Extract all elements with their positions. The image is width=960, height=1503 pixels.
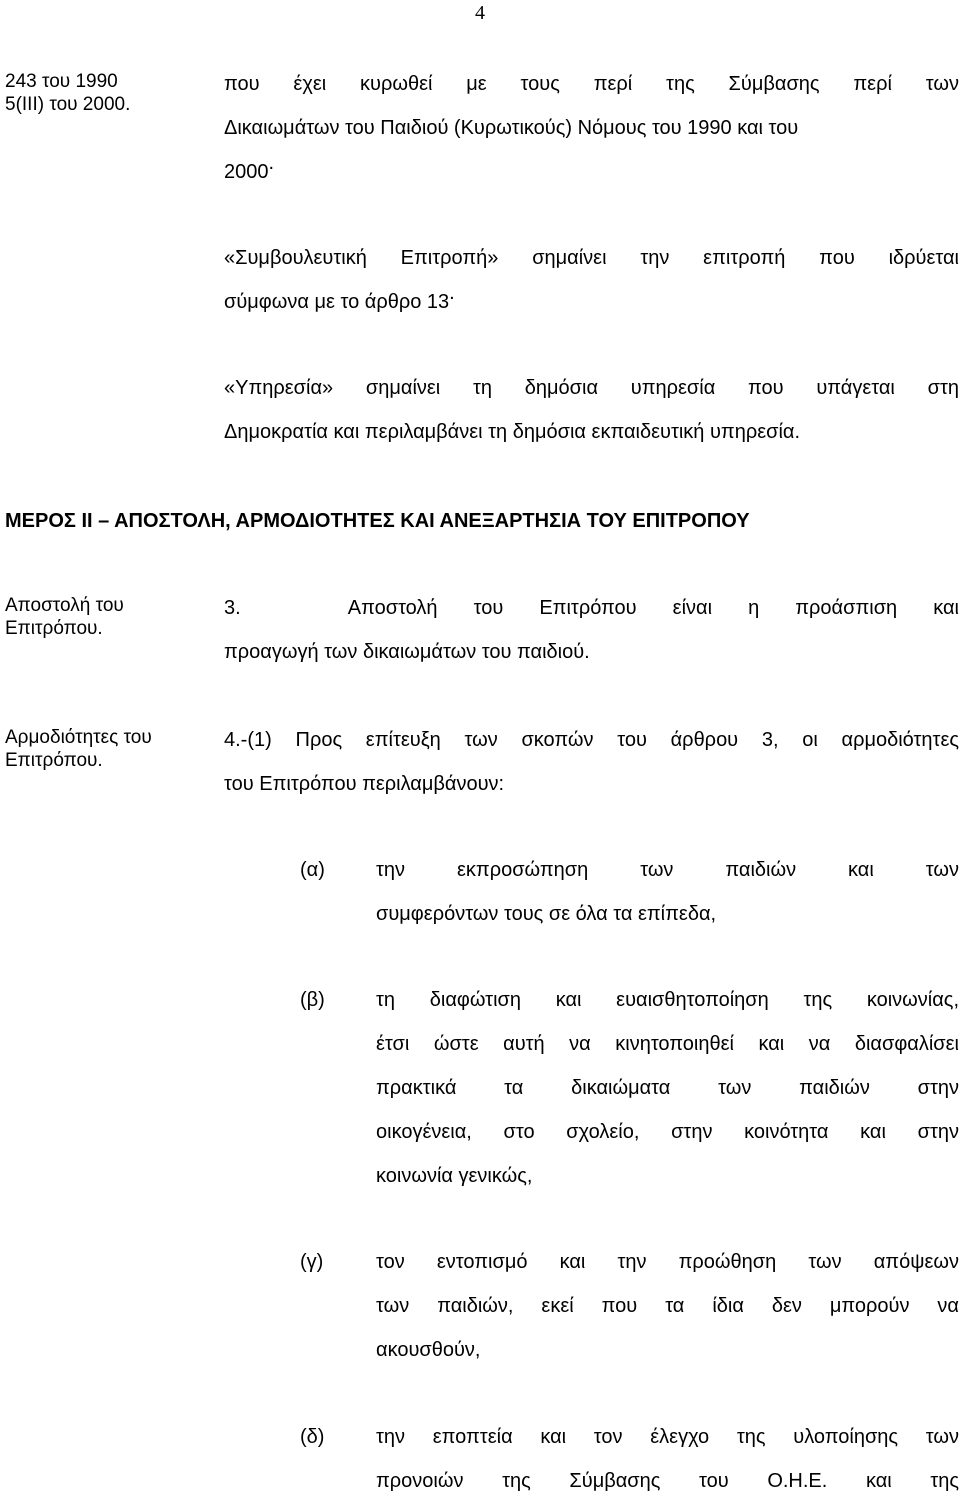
text-line: τον εντοπισμό και την προώθηση των απόψεων xyxy=(376,1251,959,1273)
item-text xyxy=(376,1240,959,1372)
item-text xyxy=(376,1415,959,1503)
text-fragment: σύμφωνα με το άρθρο 13 xyxy=(224,291,450,313)
text-fragment: . xyxy=(268,152,275,174)
item-label: (β) xyxy=(300,989,325,1011)
item-text xyxy=(376,848,959,936)
margin-note-line: Επιτρόπου. xyxy=(5,750,103,771)
text-line: «Υπηρεσία» σημαίνει τη δημόσια υπηρεσία που υπάγεται στη xyxy=(224,377,959,399)
text-line: προαγωγή των δικαιωμάτων του παιδιού. xyxy=(224,641,590,663)
definition-advisory-committee xyxy=(224,236,959,324)
text-line: που έχει κυρωθεί με τους περί της Σύμβασης περί των xyxy=(224,73,959,95)
item-label: (α) xyxy=(300,859,325,881)
text-line: την εποπτεία και τον έλεγχο της υλοποίησης των xyxy=(376,1426,959,1448)
text-line xyxy=(224,280,959,324)
margin-note-line: Αρμοδιότητες του xyxy=(5,727,152,748)
text-line: 4.-(1) Προς επίτευξη των σκοπών του άρθρου 3, οι αρμοδιότητες xyxy=(224,729,959,751)
text-fragment: 2000 xyxy=(224,161,269,183)
text-line: την εκπροσώπηση των παιδιών και των xyxy=(376,859,959,881)
item-label: (γ) xyxy=(300,1251,324,1273)
text-line: οικογένεια, στο σχολείο, στην κοινότητα και στην xyxy=(376,1121,959,1143)
margin-note-line: Επιτρόπου. xyxy=(5,618,103,639)
margin-note-line: Αποστολή του xyxy=(5,595,124,616)
text-line: έτσι ώστε αυτή να κινητοποιηθεί και να διασφαλίσει xyxy=(376,1033,959,1055)
text-line: «Συμβουλευτική Επιτροπή» σημαίνει την επιτροπή που ιδρύεται xyxy=(224,247,959,269)
definition-service xyxy=(224,366,959,454)
text-fragment: . xyxy=(449,282,455,304)
text-line: κοινωνία γενικώς, xyxy=(376,1165,533,1187)
text-line: τη διαφώτιση και ευαισθητοποίηση της κοινωνίας, xyxy=(376,989,959,1011)
margin-note-line: 5(III) του 2000. xyxy=(5,94,131,115)
part-heading: ΜΕΡΟΣ ΙΙ – ΑΠΟΣΤΟΛΗ, ΑΡΜΟΔΙΟΤΗΤΕΣ ΚΑΙ ΑΝΕΞΑΡΤΗΣΙΑ ΤΟΥ ΕΠΙΤΡΟΠΟΥ xyxy=(5,510,750,532)
section-4-text xyxy=(224,718,959,806)
text-line: του Επιτρόπου περιλαμβάνουν: xyxy=(224,773,505,795)
text-line: Δικαιωμάτων του Παιδιού (Κυρωτικούς) Νόμους του 1990 και του xyxy=(224,117,799,139)
text-line: προνοιών της Σύμβασης του Ο.Η.Ε. και της xyxy=(376,1470,959,1492)
margin-note-law-reference xyxy=(5,70,205,116)
text-line: 3. Αποστολή του Επιτρόπου είναι η προάσπιση και xyxy=(224,597,959,619)
margin-note-section-4 xyxy=(5,726,205,772)
item-text xyxy=(376,978,959,1198)
item-label: (δ) xyxy=(300,1426,325,1448)
margin-note-section-3 xyxy=(5,594,205,640)
margin-note-line: 243 του 1990 xyxy=(5,71,118,92)
text-line: ακουσθούν, xyxy=(376,1339,481,1361)
page-number: 4 xyxy=(475,2,485,24)
text-line: πρακτικά τα δικαιώματα των παιδιών στην xyxy=(376,1077,959,1099)
section-3-text xyxy=(224,586,959,674)
text-line: συμφερόντων τους σε όλα τα επίπεδα, xyxy=(376,903,717,925)
text-line: Δημοκρατία και περιλαμβάνει τη δημόσια εκπαιδευτική υπηρεσία. xyxy=(224,421,801,443)
text-line: των παιδιών, εκεί που τα ίδια δεν μπορούν να xyxy=(376,1295,959,1317)
definition-continuation xyxy=(224,62,959,194)
text-line xyxy=(224,150,959,194)
